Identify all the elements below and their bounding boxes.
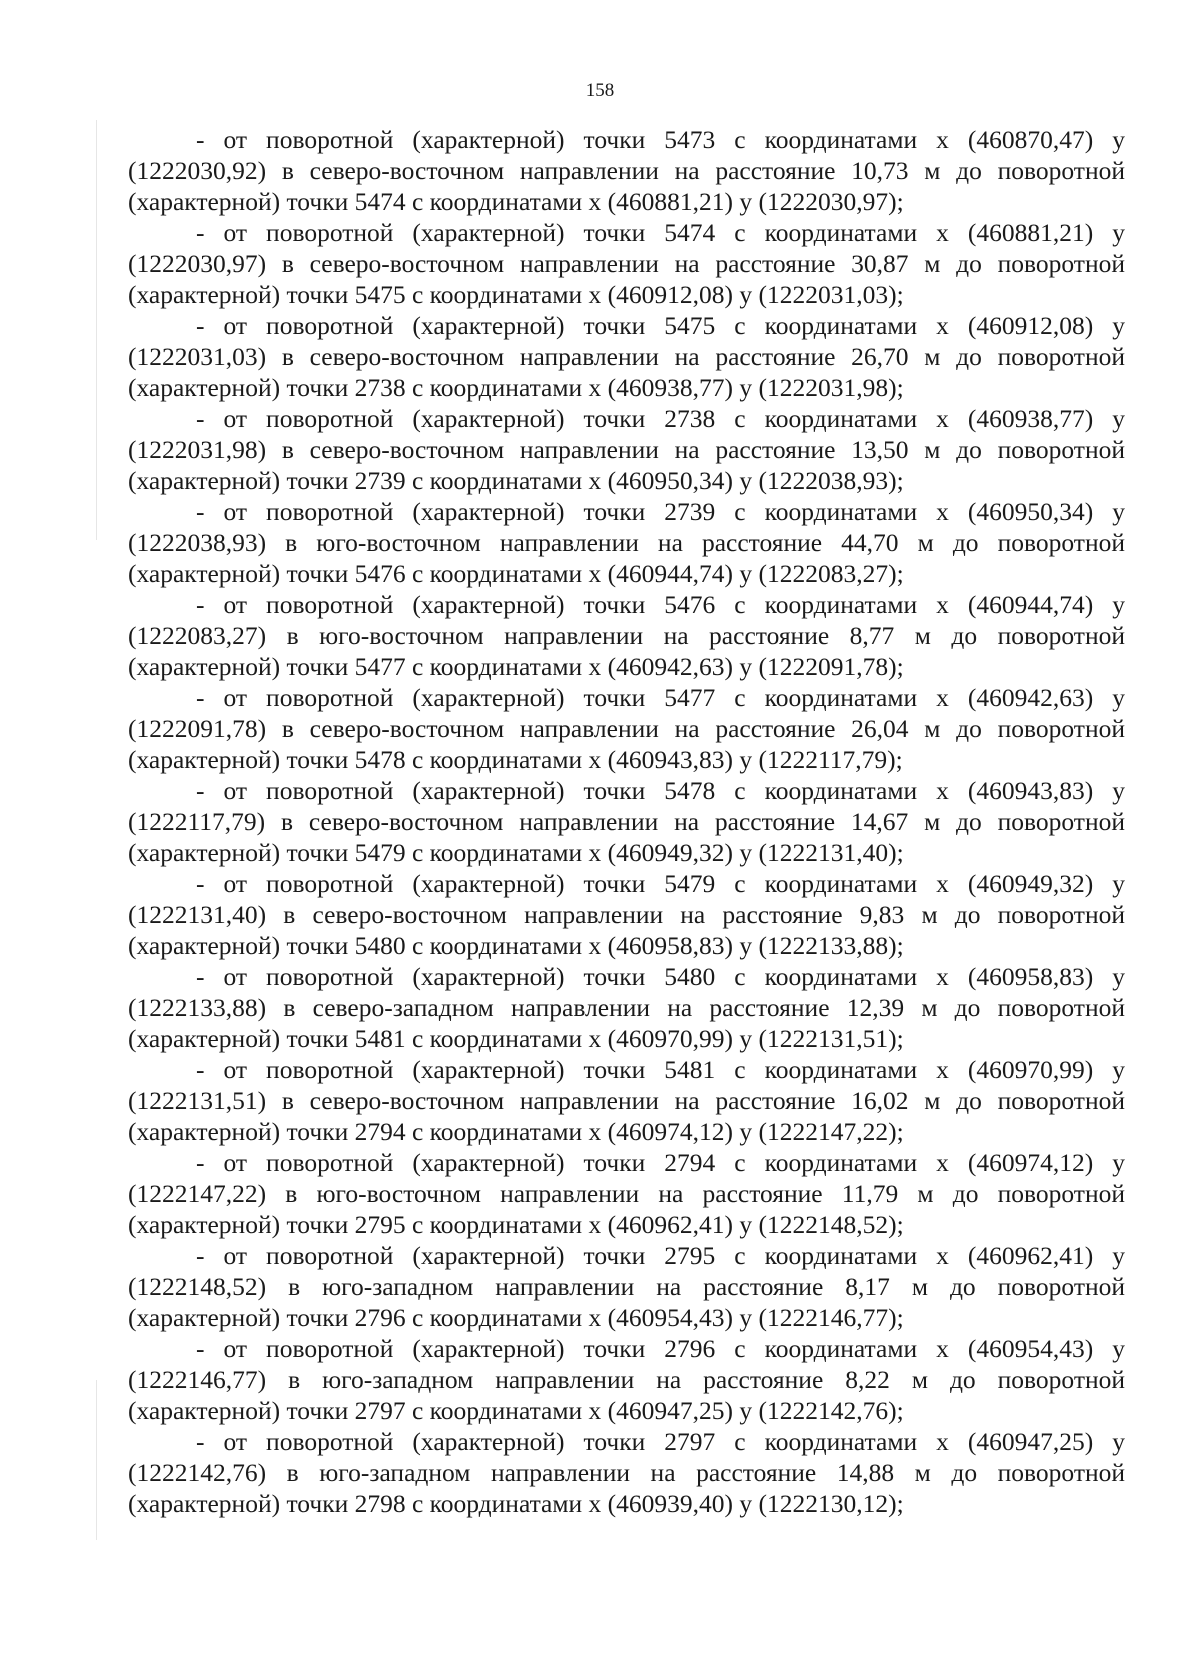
scan-artifact-line — [96, 1380, 97, 1540]
boundary-segment-paragraph: - от поворотной (характерной) точки 5478 с координатами x (460943,83) y (1222117,79) в северо-восточном направлении на расстояние 14,67 м до поворотной (характерной) точки 5479 с координатами x (460949,32) y (1222131,40); — [128, 776, 1125, 867]
boundary-segment-paragraph: - от поворотной (характерной) точки 5473 с координатами x (460870,47) y (1222030,92) в северо-восточном направлении на расстояние 10,73 м до поворотной (характерной) точки 5474 с координатами x (460881,21) y (1222030,97); — [128, 125, 1125, 216]
boundary-segment-paragraph: - от поворотной (характерной) точки 5477 с координатами x (460942,63) y (1222091,78) в северо-восточном направлении на расстояние 26,04 м до поворотной (характерной) точки 5478 с координатами x (460943,83) y (1222117,79); — [128, 683, 1125, 774]
page-number: 158 — [585, 80, 615, 101]
boundary-segment-paragraph: - от поворотной (характерной) точки 2738 с координатами x (460938,77) y (1222031,98) в северо-восточном направлении на расстояние 13,50 м до поворотной (характерной) точки 2739 с координатами x (460950,34) y (1222038,93); — [128, 404, 1125, 495]
boundary-segment-paragraph: - от поворотной (характерной) точки 2739 с координатами x (460950,34) y (1222038,93) в юго-восточном направлении на расстояние 44,70 м до поворотной (характерной) точки 5476 с координатами x (460944,74) y (1222083,27); — [128, 497, 1125, 588]
boundary-segment-paragraph: - от поворотной (характерной) точки 2794 с координатами x (460974,12) y (1222147,22) в юго-восточном направлении на расстояние 11,79 м до поворотной (характерной) точки 2795 с координатами x (460962,41) y (1222148,52); — [128, 1148, 1125, 1239]
boundary-segment-paragraph: - от поворотной (характерной) точки 5476 с координатами x (460944,74) y (1222083,27) в юго-восточном направлении на расстояние 8,77 м до поворотной (характерной) точки 5477 с координатами x (460942,63) y (1222091,78); — [128, 590, 1125, 681]
scan-artifact-line — [96, 120, 97, 540]
boundary-segment-paragraph: - от поворотной (характерной) точки 5481 с координатами x (460970,99) y (1222131,51) в северо-восточном направлении на расстояние 16,02 м до поворотной (характерной) точки 2794 с координатами x (460974,12) y (1222147,22); — [128, 1055, 1125, 1146]
boundary-segment-paragraph: - от поворотной (характерной) точки 5474 с координатами x (460881,21) y (1222030,97) в северо-восточном направлении на расстояние 30,87 м до поворотной (характерной) точки 5475 с координатами x (460912,08) y (1222031,03); — [128, 218, 1125, 309]
boundary-segment-paragraph: - от поворотной (характерной) точки 5480 с координатами x (460958,83) y (1222133,88) в северо-западном направлении на расстояние 12,39 м до поворотной (характерной) точки 5481 с координатами x (460970,99) y (1222131,51); — [128, 962, 1125, 1053]
document-body — [128, 124, 1125, 1519]
boundary-segment-paragraph: - от поворотной (характерной) точки 2795 с координатами x (460962,41) y (1222148,52) в юго-западном направлении на расстояние 8,17 м до поворотной (характерной) точки 2796 с координатами x (460954,43) y (1222146,77); — [128, 1241, 1125, 1332]
boundary-segment-paragraph: - от поворотной (характерной) точки 2797 с координатами x (460947,25) y (1222142,76) в юго-западном направлении на расстояние 14,88 м до поворотной (характерной) точки 2798 с координатами x (460939,40) y (1222130,12); — [128, 1427, 1125, 1518]
boundary-segment-paragraph: - от поворотной (характерной) точки 5479 с координатами x (460949,32) y (1222131,40) в северо-восточном направлении на расстояние 9,83 м до поворотной (характерной) точки 5480 с координатами x (460958,83) y (1222133,88); — [128, 869, 1125, 960]
boundary-segment-paragraph: - от поворотной (характерной) точки 5475 с координатами x (460912,08) y (1222031,03) в северо-восточном направлении на расстояние 26,70 м до поворотной (характерной) точки 2738 с координатами x (460938,77) y (1222031,98); — [128, 311, 1125, 402]
boundary-segment-paragraph: - от поворотной (характерной) точки 2796 с координатами x (460954,43) y (1222146,77) в юго-западном направлении на расстояние 8,22 м до поворотной (характерной) точки 2797 с координатами x (460947,25) y (1222142,76); — [128, 1334, 1125, 1425]
